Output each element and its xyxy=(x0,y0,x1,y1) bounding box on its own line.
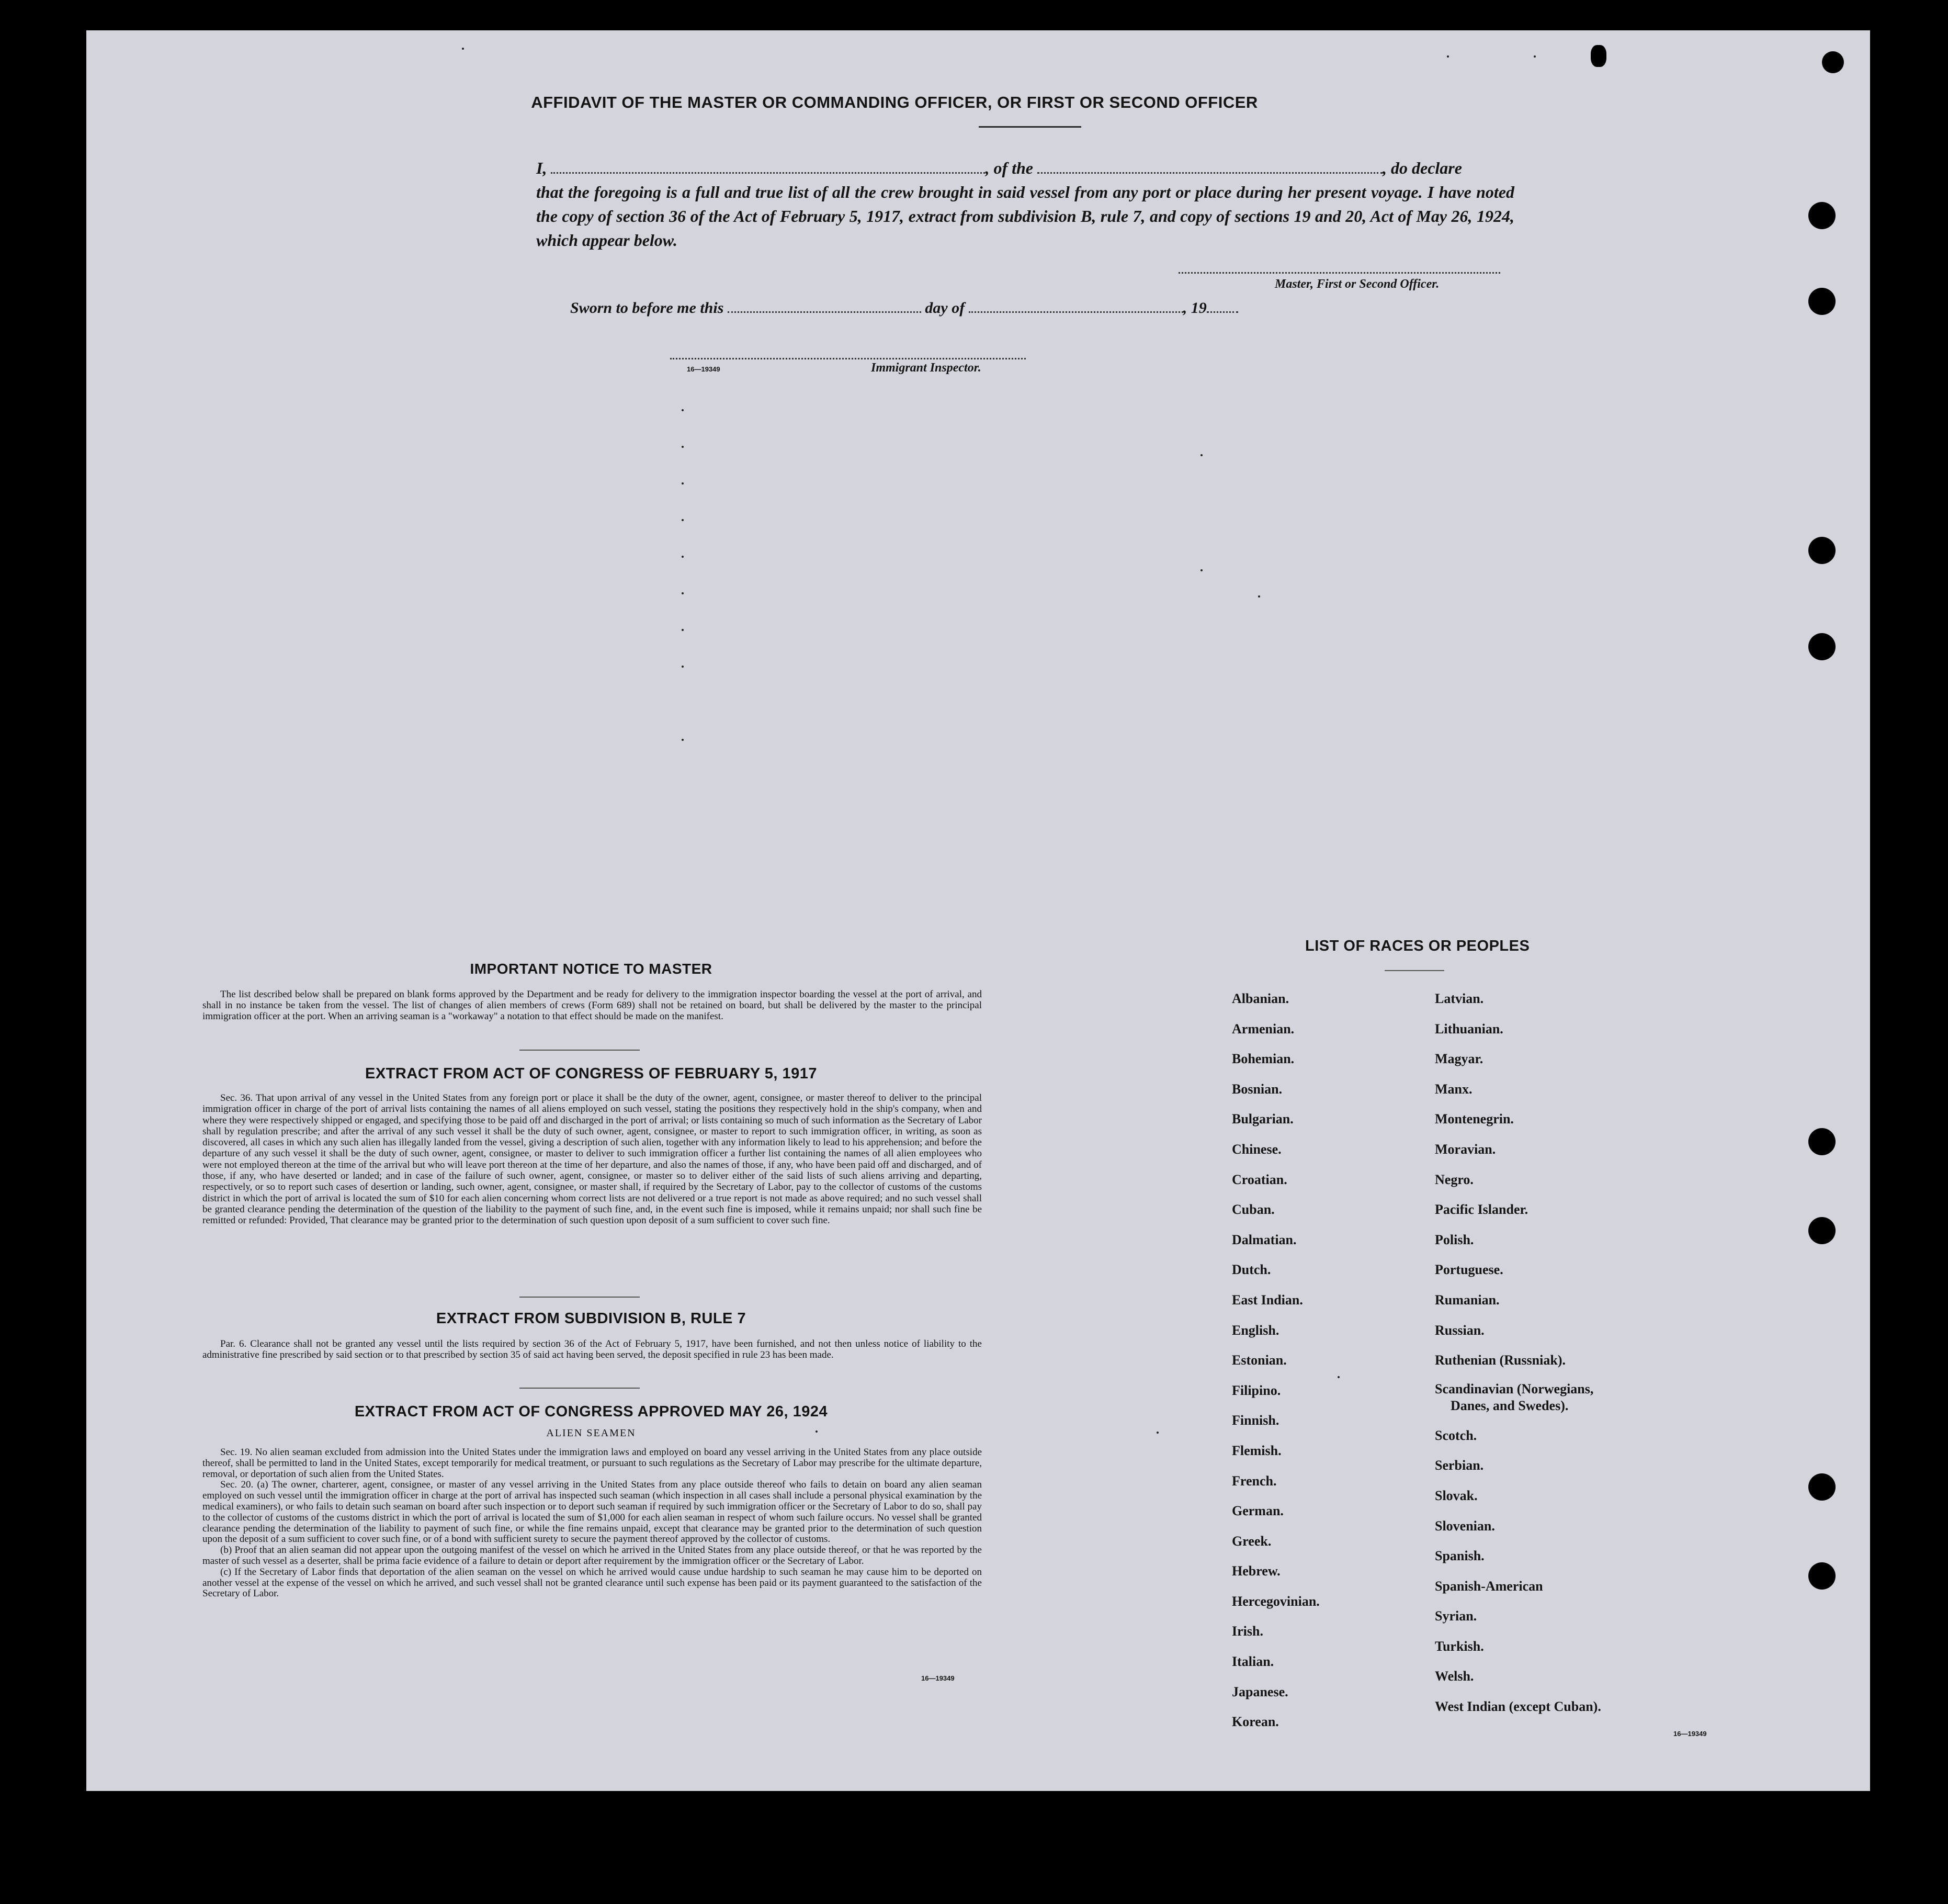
affidavit-title: AFFIDAVIT OF THE MASTER OR COMMANDING OFFICER, OR FIRST OR SECOND OFFICER xyxy=(531,93,1258,111)
speck xyxy=(1200,454,1203,456)
race-item: Irish. xyxy=(1232,1624,1263,1639)
inspector-blank xyxy=(670,356,1026,359)
vessel-blank xyxy=(1037,162,1383,174)
affidavit-body: that the foregoing is a full and true list of all the crew brought in said vessel from any port or place during her present voyage. I have noted the copy of section 36 of the Act of February 5, 1917, extract from subdivision B, rule 7, and copy of sections 19 and 20, Act of May 26, 1924, which appear below. xyxy=(536,183,1514,250)
race-item: East Indian. xyxy=(1232,1292,1303,1308)
race-item: Albanian. xyxy=(1232,991,1289,1006)
speck xyxy=(682,482,684,485)
race-item: French. xyxy=(1232,1473,1277,1489)
sworn-year: , 19 xyxy=(1183,299,1207,317)
race-item: Bulgarian. xyxy=(1232,1111,1294,1127)
race-item: Manx. xyxy=(1435,1081,1473,1097)
notice-title: IMPORTANT NOTICE TO MASTER xyxy=(470,961,712,977)
sec-20b-text: (b) Proof that an alien seaman did not appear upon the outgoing manifest of the vessel on which he arrived in the United States from any place outside thereof, or that he was reported by the master of such vessel as a deserter, shall be prima facie evidence of a failure to detain or deport after requirement by the immigration officer or the Secretary of Labor. xyxy=(202,1545,982,1567)
punch-hole xyxy=(1808,202,1836,229)
divider xyxy=(519,1050,640,1051)
race-item: Slovak. xyxy=(1435,1488,1478,1503)
race-item: Armenian. xyxy=(1232,1021,1295,1037)
race-item: Italian. xyxy=(1232,1654,1274,1670)
race-item: Danes, and Swedes). xyxy=(1451,1398,1569,1413)
extract-1917-text: Sec. 36. That upon arrival of any vessel in the United States from any foreign port or place it shall be the duty of the owner, agent, consignee, or master thereof to deliver to the principal immigration officer in charge of the port of arrival lists containing the names of all aliens employed on such vessel, stating the positions they respectively hold in the ship's company, when and where they were respectively shipped or engaged, and specifying those to be paid off and discharged in the port of arrival; or lists containing so much of such information as the Secretary of Labor shall by regulation prescribe; and after the arrival of any such vessel it shall be the duty of such owner, agent, consignee, or master to report to such immigration officer, in writing, as soon as discovered, all cases in which any such alien has illegally landed from the vessel, giving a description of such alien, together with any information likely to lead to his apprehension; and before the departure of any such vessel it shall be the duty of such owner, agent, consignee, or master to deliver to such immigration officer a further list containing the names of all alien employees who were not employed thereon at the time of the arrival but who will leave port thereon at the time of her departure, and also the names of those, if any, who have been paid off and discharged, and of those, if any, who have deserted or landed; and in case of the failure of such owner, agent, consignee, or master so to deliver either of the said lists of such aliens arriving and departing, respectively, or so to report such cases of desertion or landing, such owner, agent, consignee, or master shall, if required by the Secretary of Labor, pay to the collector of customs of the customs district in which the port of arrival is located the sum of $10 for each alien concerning whom correct lists are not delivered or a true report is not made as above required; and no such vessel shall be granted clearance pending the determination of the question of the liability to the payment of such fine, and, in the event such fine is imposed, while it remains unpaid; nor shall such fine be remitted or refunded: Provided, That clearance may be granted prior to the determination of such question upon deposit of a sum sufficient to cover such fine. xyxy=(202,1092,982,1226)
punch-hole xyxy=(1808,1562,1836,1590)
races-left-column xyxy=(1232,984,1320,1737)
race-item: Negro. xyxy=(1435,1171,1474,1187)
race-item: Montenegrin. xyxy=(1435,1111,1514,1127)
race-item: Ruthenian (Russniak). xyxy=(1435,1353,1566,1368)
races-title-underline xyxy=(1385,970,1444,971)
sworn-line xyxy=(570,299,1238,317)
race-item: Bosnian. xyxy=(1232,1081,1283,1097)
sec-19-text: Sec. 19. No alien seaman excluded from admission into the United States under the immigration laws and employed on board any vessel arriving in the United States from any place outside thereof, shall be permitted to land in the United States, except temporarily for medical treatment, or pursuant to such regulations as the Secretary of Labor may prescribe for the ultimate departure, removal, or deportation of such alien from the United States. xyxy=(202,1447,982,1480)
signature-label: Master, First or Second Officer. xyxy=(1275,277,1440,291)
speck xyxy=(1200,569,1203,571)
speck xyxy=(1157,1432,1159,1434)
race-item: Scandinavian (Norwegians, xyxy=(1435,1381,1594,1396)
speck xyxy=(682,739,684,741)
document-page xyxy=(86,30,1870,1791)
race-item: Portuguese. xyxy=(1435,1262,1503,1278)
race-item: Croatian. xyxy=(1232,1171,1287,1187)
extract-1924-text xyxy=(202,1447,982,1697)
inspector-label: Immigrant Inspector. xyxy=(871,361,981,375)
race-item: Pacific Islander. xyxy=(1435,1202,1528,1218)
speck xyxy=(682,666,684,668)
race-item: Dalmatian. xyxy=(1232,1232,1297,1247)
race-item: Dutch. xyxy=(1232,1262,1271,1278)
speck xyxy=(682,409,684,411)
divider xyxy=(519,1388,640,1389)
speck xyxy=(1258,595,1260,598)
race-item: Filipino. xyxy=(1232,1382,1281,1398)
speck xyxy=(1338,1376,1340,1378)
race-item: Korean. xyxy=(1232,1714,1279,1730)
race-item: Moravian. xyxy=(1435,1141,1496,1157)
race-item: Flemish. xyxy=(1232,1443,1282,1458)
extract-1924-title: EXTRACT FROM ACT OF CONGRESS APPROVED MAY 26, 1924 xyxy=(354,1403,828,1420)
speck xyxy=(682,556,684,558)
race-item: Bohemian. xyxy=(1232,1051,1295,1067)
affidavit-line-1 xyxy=(536,156,1514,180)
race-item: Turkish. xyxy=(1435,1638,1484,1654)
race-item: Chinese. xyxy=(1232,1141,1282,1157)
signature-blank xyxy=(1179,270,1500,274)
extract-1917-title: EXTRACT FROM ACT OF CONGRESS OF FEBRUARY 5, 1917 xyxy=(365,1065,818,1082)
race-item: Scotch. xyxy=(1435,1427,1477,1443)
race-item: Magyar. xyxy=(1435,1051,1483,1067)
punch-hole xyxy=(1808,1217,1836,1244)
race-item: Polish. xyxy=(1435,1232,1474,1247)
sworn-year-blank xyxy=(1207,301,1238,313)
affidavit-i: I, xyxy=(536,159,547,177)
alien-seamen-subtitle: ALIEN SEAMEN xyxy=(546,1427,636,1439)
speck xyxy=(682,519,684,521)
sworn-prefix: Sworn to before me this xyxy=(570,299,724,317)
punch-hole xyxy=(1808,1473,1836,1501)
sec-20a-text: Sec. 20. (a) The owner, charterer, agent, consignee, or master of any vessel arriving in the United States from any place outside thereof who fails to detain on board any alien seaman employed on such vessel until the immigration officer in charge at the port of arrival has inspected such seaman (which inspection in all cases shall include a personal physical examination by the medical examiners), or who fails to detain such seaman on board after such inspection or to deport such seaman if required by such immigration officer or the Secretary of Labor to do so, shall pay to the collector of customs of the customs district in which the port of arrival is located the sum of $1,000 for each alien seaman in respect of whom such failure occurs. No vessel shall be granted clearance pending the determination of the liability to payment of such fine, or while the fine remains unpaid, except that clearance may be granted prior to the determination of such question upon the deposit of a sum sufficient to cover such fine, or of a bond with sufficient surety to secure the payment thereof approved by the collector of customs. xyxy=(202,1479,982,1545)
divider xyxy=(519,1297,640,1298)
races-title: LIST OF RACES OR PEOPLES xyxy=(1305,938,1530,954)
punch-hole xyxy=(1808,1128,1836,1155)
race-item: Spanish-American xyxy=(1435,1578,1543,1594)
speck xyxy=(682,629,684,631)
punch-hole xyxy=(1591,45,1606,67)
punch-hole xyxy=(1808,537,1836,564)
affidavit-declare: , do declare xyxy=(1383,159,1462,177)
race-item: Latvian. xyxy=(1435,991,1484,1006)
race-item: Russian. xyxy=(1435,1322,1485,1338)
affidavit-of-the: , of the xyxy=(985,159,1033,177)
race-item: Rumanian. xyxy=(1435,1292,1500,1308)
race-item: Welsh. xyxy=(1435,1669,1474,1684)
sworn-month-blank xyxy=(969,301,1183,313)
race-item: Japanese. xyxy=(1232,1684,1288,1699)
speck xyxy=(1534,55,1536,58)
extract-rule7-title: EXTRACT FROM SUBDIVISION B, RULE 7 xyxy=(436,1310,746,1327)
punch-hole xyxy=(1808,633,1836,660)
notice-text: The list described below shall be prepared on blank forms approved by the Department and be ready for delivery to the immigration inspector boarding the vessel at the port of arrival, and shall in no instance be taken from the vessel. The list of changes of alien members of crews (Form 689) shall not be retained on board, but shall be delivered by the master to the principal immigration officer at the port. When an arriving seaman is a "workaway" a notation to that effect should be made on the manifest. xyxy=(202,989,982,1022)
race-item: Syrian. xyxy=(1435,1608,1477,1624)
race-item: West Indian (except Cuban). xyxy=(1435,1699,1601,1715)
race-item: Finnish. xyxy=(1232,1413,1279,1428)
affidavit-statement xyxy=(536,156,1514,252)
race-item: Slovenian. xyxy=(1435,1518,1495,1534)
title-underline xyxy=(979,126,1081,128)
race-item: Cuban. xyxy=(1232,1202,1275,1218)
races-right-column xyxy=(1435,984,1601,1722)
form-number: 16—19349 xyxy=(687,365,720,373)
form-number: 16—19349 xyxy=(1673,1730,1707,1738)
race-item: German. xyxy=(1232,1503,1284,1519)
race-item: Hercegovinian. xyxy=(1232,1593,1320,1609)
name-blank xyxy=(551,162,985,174)
speck xyxy=(682,592,684,594)
race-item: English. xyxy=(1232,1322,1279,1338)
punch-hole xyxy=(1822,51,1844,73)
race-item: Serbian. xyxy=(1435,1458,1484,1473)
speck xyxy=(462,48,464,50)
race-item: Spanish. xyxy=(1435,1548,1485,1564)
form-number: 16—19349 xyxy=(921,1674,955,1682)
speck xyxy=(682,446,684,448)
extract-rule7-text: Par. 6. Clearance shall not be granted any vessel until the lists required by section 36 of the Act of February 5, 1917, have been furnished, and not then unless notice of liability to the administrative fine prescribed by said section or to that prescribed by section 35 of said act having been served, the deposit specified in rule 23 has been made. xyxy=(202,1338,982,1360)
race-item: Estonian. xyxy=(1232,1353,1287,1368)
sec-20c-text: (c) If the Secretary of Labor finds that deportation of the alien seaman on the vessel on which he arrived would cause undue hardship to such seaman he may cause him to be deported on another vessel at the expense of the vessel on which he arrived, and such vessel shall not be granted clearance until such expense has been paid or its payment guaranteed to the satisfaction of the Secretary of Labor. xyxy=(202,1566,982,1599)
race-item: Lithuanian. xyxy=(1435,1021,1503,1037)
race-item: Greek. xyxy=(1232,1533,1272,1549)
speck xyxy=(1447,55,1449,58)
sworn-day: day of xyxy=(925,299,965,317)
race-item: Hebrew. xyxy=(1232,1563,1281,1579)
punch-hole xyxy=(1808,288,1836,315)
sworn-day-blank xyxy=(728,301,921,313)
